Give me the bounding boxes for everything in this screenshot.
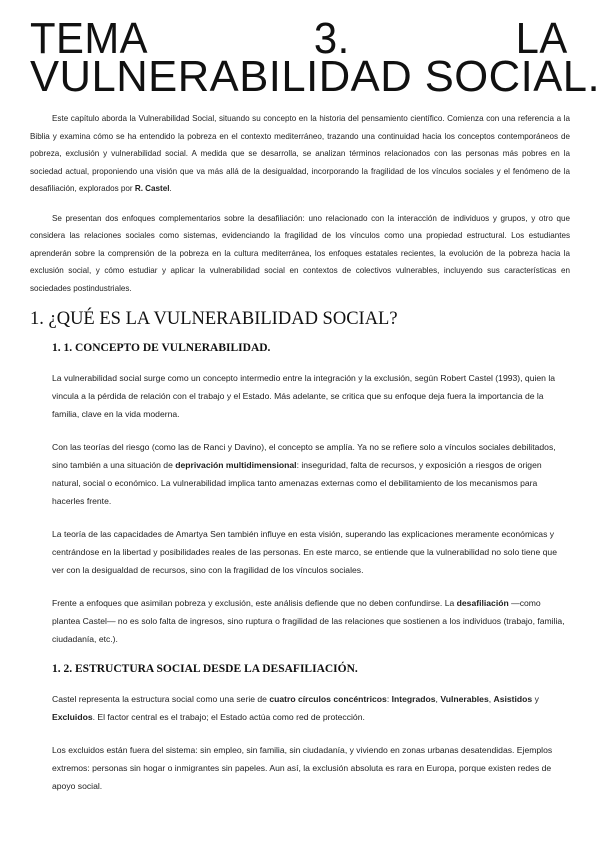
- s12-p1-sep-d: ,: [435, 694, 441, 704]
- intro-paragraph-2: Se presentan dos enfoques complementarios sobre la desafiliación: uno relacionado con la interacción de individuos y grupos, y otro que considera las relaciones sociales como sistemas, evidenciando la fragilidad de los vínculos como una propiedad estructural. Los estudiantes aprenderán sobre la comprensión de la pobreza en la cultura mediterránea, los enfoques estatales recientes, la evolución de la pobreza hacia la exclusión social, y cómo estudiar y aplicar la vulnerabilidad social en contextos de colectivos vulnerables, incluyendo sus características en sociedades postindustriales.: [30, 213, 570, 293]
- s12-p1-bold-vulnerables: Vulnerables: [440, 694, 489, 704]
- intro-p1-text: Este capítulo aborda la Vulnerabilidad Social, situando su concepto en la historia del pensamiento científico. Comienza con una referencia a la Biblia y examina cómo se ha entendido la pobreza en el contexto mediterráneo, trazando una continuidad hacia los conceptos contemporáneos de pobreza, exclusión y vulnerabilidad social. A medida que se desarrolla, se analizan términos relacionados con las personas más pobres en la sociedad actual, proponiendo una visión que va más allá de la desigualdad, incorporando la fragilidad de los vínculos sociales y el fenómeno de la desafiliación, explorados por: [30, 114, 570, 193]
- subsection-1-1-body: [52, 369, 570, 648]
- s12-p1-bold-asistidos: Asistidos: [493, 694, 533, 704]
- chapter-title-line2: VULNERABILIDAD SOCIAL.: [30, 52, 600, 101]
- intro-p1-end: .: [169, 184, 172, 193]
- s12-p1-text-a: Castel representa la estructura social como una serie de: [52, 694, 270, 704]
- s12-paragraph-2: Los excluidos están fuera del sistema: sin empleo, sin familia, sin ciudadanía, y viviendo en zonas urbanas desatendidas. Ejemplos extremos: personas sin hogar o inmigrantes sin papeles. Aun así, la exclusión absoluta es rara en Europa, porque existen redes de apoyo social.: [52, 745, 553, 791]
- subsection-1-2-body: [52, 690, 570, 795]
- title-word-tema: TEMA: [30, 14, 149, 63]
- subsection-heading-1-1: 1. 1. CONCEPTO DE VULNERABILIDAD.: [52, 342, 271, 354]
- intro-section: [30, 110, 570, 297]
- s11-paragraph-3: La teoría de las capacidades de Amartya Sen también influye en esta visión, superando las explicaciones meramente económicas y centrándose en la libertad y posibilidades reales de las personas. En este marco, se entiende que la vulnerabilidad no solo tiene que ver con la desigualdad de recursos, sino con la fragilidad de los vínculos sociales.: [52, 529, 557, 575]
- section-heading-1: 1. ¿QUÉ ES LA VULNERABILIDAD SOCIAL?: [30, 309, 398, 329]
- s11-p4-text-a: Frente a enfoques que asimilan pobreza y exclusión, este análisis defiende que no deben confundirse. La: [52, 598, 457, 608]
- s11-p4-bold: desafiliación: [456, 598, 509, 608]
- s12-paragraph-1: [52, 690, 570, 726]
- s11-p4-text-b: —como plantea Castel— no es solo falta de ingresos, sino ruptura o fragilidad de las relaciones que sostienen a los individuos (trabajo, familia, ciudadanía, etc.).: [52, 598, 565, 644]
- s11-paragraph-1: La vulnerabilidad social surge como un concepto intermedio entre la integración y la exclusión, según Robert Castel (1993), quien la vincula a la pérdida de relación con el trabajo y el Estado. Más adelante, se critica que su enfoque deja fuera la importancia de la familia, clave en la vida moderna.: [52, 373, 556, 419]
- s12-p1-bold-circles: cuatro círculos concéntricos: [269, 694, 387, 704]
- title-word-number: 3.: [313, 14, 350, 63]
- chapter-title: [30, 14, 600, 101]
- s12-p1-sep-f: y: [532, 694, 539, 704]
- s12-p1-sep-c: :: [386, 694, 392, 704]
- s12-p1-bold-excluidos: Excluidos: [52, 712, 93, 722]
- s11-p2-bold: deprivación multidimensional: [175, 460, 297, 470]
- subsection-heading-1-2: 1. 2. ESTRUCTURA SOCIAL DESDE LA DESAFILIACIÓN.: [52, 663, 358, 675]
- intro-p1-author: R. Castel: [134, 184, 170, 193]
- s11-paragraph-4: [52, 594, 570, 648]
- title-word-la: LA: [515, 14, 568, 63]
- s12-p1-bold-integrados: Integrados: [391, 694, 436, 704]
- s12-p1-sep-e: ,: [488, 694, 494, 704]
- intro-paragraph-1: [30, 110, 570, 198]
- s12-p1-text-g: . El factor central es el trabajo; el Estado actúa como red de protección.: [92, 712, 365, 722]
- s11-p2-text-b: : inseguridad, falta de recursos, y exposición a riesgos de origen natural, social o económico. La vulnerabilidad implica tanto amenazas externas como el debilitamiento de los mecanismos para hacerles frente.: [52, 460, 542, 506]
- s11-p2-text-a: Con las teorías del riesgo (como las de Ranci y Davino), el concepto se amplía. Ya no se refiere solo a vínculos sociales debilitados, sino también a una situación de: [52, 442, 556, 470]
- s11-paragraph-2: [52, 438, 570, 510]
